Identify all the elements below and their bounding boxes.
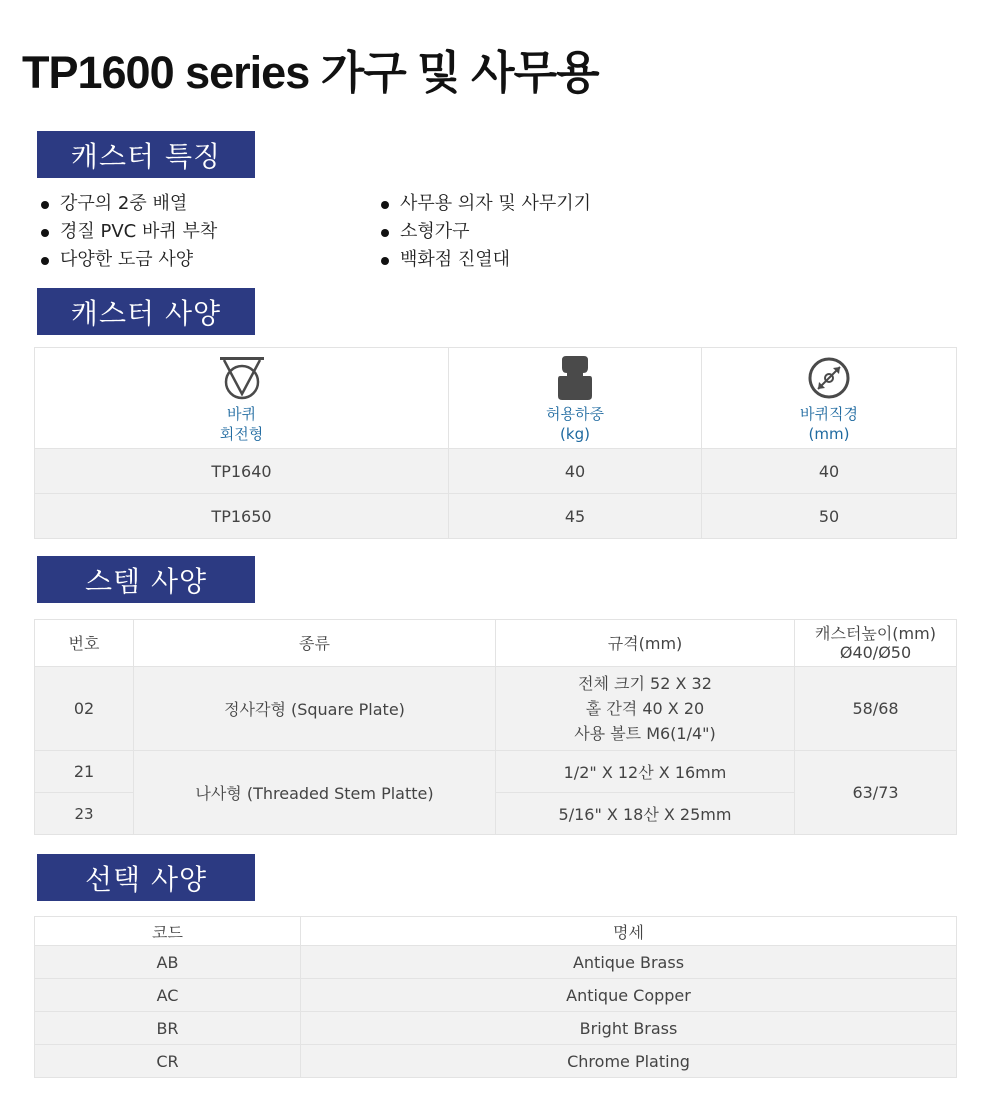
spec-line: 사용 볼트 M6(1/4")	[574, 724, 716, 743]
cell-load: 40	[449, 449, 702, 494]
caster-spec-table	[34, 347, 957, 539]
header-swivel-line1: 바퀴	[227, 405, 256, 423]
header-load-line2: (kg)	[560, 425, 590, 443]
cell-load: 45	[449, 494, 702, 539]
section-header-features: 캐스터 특징	[37, 131, 255, 178]
header-height-line1: 캐스터높이(mm)	[815, 624, 936, 643]
cell-height: 58/68	[795, 667, 957, 751]
cell-desc: Bright Brass	[301, 1012, 957, 1045]
section-header-stem-spec: 스템 사양	[37, 556, 255, 603]
feature-item: 강구의 2중 배열	[38, 192, 217, 220]
cell-code: AB	[35, 946, 301, 979]
table-row	[35, 494, 957, 539]
cell-model: TP1650	[35, 494, 449, 539]
header-swivel	[35, 348, 449, 449]
table-row	[35, 1045, 957, 1078]
section-header-options: 선택 사양	[37, 854, 255, 901]
cell-desc: Antique Brass	[301, 946, 957, 979]
header-no: 번호	[35, 620, 134, 667]
cell-model: TP1640	[35, 449, 449, 494]
cell-type: 정사각형 (Square Plate)	[134, 667, 496, 751]
header-load-line1: 허용하중	[546, 405, 604, 423]
section-header-caster-spec: 캐스터 사양	[37, 288, 255, 335]
table-row	[35, 449, 957, 494]
header-type: 종류	[134, 620, 496, 667]
header-swivel-line2: 회전형	[219, 425, 264, 443]
swivel-wheel-icon	[219, 356, 265, 400]
table-row	[35, 946, 957, 979]
table-row	[35, 667, 957, 751]
table-row	[35, 751, 957, 793]
wheel-diameter-icon	[806, 356, 852, 400]
cell-no: 21	[35, 751, 134, 793]
table-row	[35, 979, 957, 1012]
header-desc: 명세	[301, 917, 957, 946]
cell-spec: 1/2" X 12산 X 16mm	[496, 751, 795, 793]
cell-diameter: 50	[702, 494, 957, 539]
page-title: TP1600 series 가구 및 사무용	[22, 47, 599, 98]
feature-list	[38, 192, 738, 278]
cell-desc: Antique Copper	[301, 979, 957, 1012]
cell-code: CR	[35, 1045, 301, 1078]
header-diameter-line1: 바퀴직경	[800, 405, 858, 423]
cell-desc: Chrome Plating	[301, 1045, 957, 1078]
header-diameter-line2: (mm)	[808, 425, 850, 443]
feature-item: 백화점 진열대	[378, 248, 591, 276]
feature-item: 다양한 도금 사양	[38, 248, 217, 276]
cell-code: BR	[35, 1012, 301, 1045]
load-weight-icon	[552, 356, 598, 400]
table-row	[35, 1012, 957, 1045]
feature-item: 경질 PVC 바퀴 부착	[38, 220, 217, 248]
cell-code: AC	[35, 979, 301, 1012]
cell-height: 63/73	[795, 751, 957, 835]
header-height-line2: Ø40/Ø50	[839, 643, 912, 662]
cell-spec	[496, 667, 795, 751]
header-diameter	[702, 348, 957, 449]
cell-diameter: 40	[702, 449, 957, 494]
cell-no: 23	[35, 793, 134, 835]
header-load	[449, 348, 702, 449]
stem-spec-table	[34, 619, 957, 835]
feature-list-left	[38, 192, 217, 276]
cell-spec: 5/16" X 18산 X 25mm	[496, 793, 795, 835]
option-table	[34, 916, 957, 1078]
header-code: 코드	[35, 917, 301, 946]
cell-type: 나사형 (Threaded Stem Platte)	[134, 751, 496, 835]
cell-no: 02	[35, 667, 134, 751]
spec-line: 홀 간격 40 X 20	[585, 699, 705, 718]
spec-line: 전체 크기 52 X 32	[578, 674, 712, 693]
feature-list-right	[378, 192, 591, 276]
header-spec: 규격(mm)	[496, 620, 795, 667]
header-caster-height	[795, 620, 957, 667]
feature-item: 소형가구	[378, 220, 591, 248]
feature-item: 사무용 의자 및 사무기기	[378, 192, 591, 220]
